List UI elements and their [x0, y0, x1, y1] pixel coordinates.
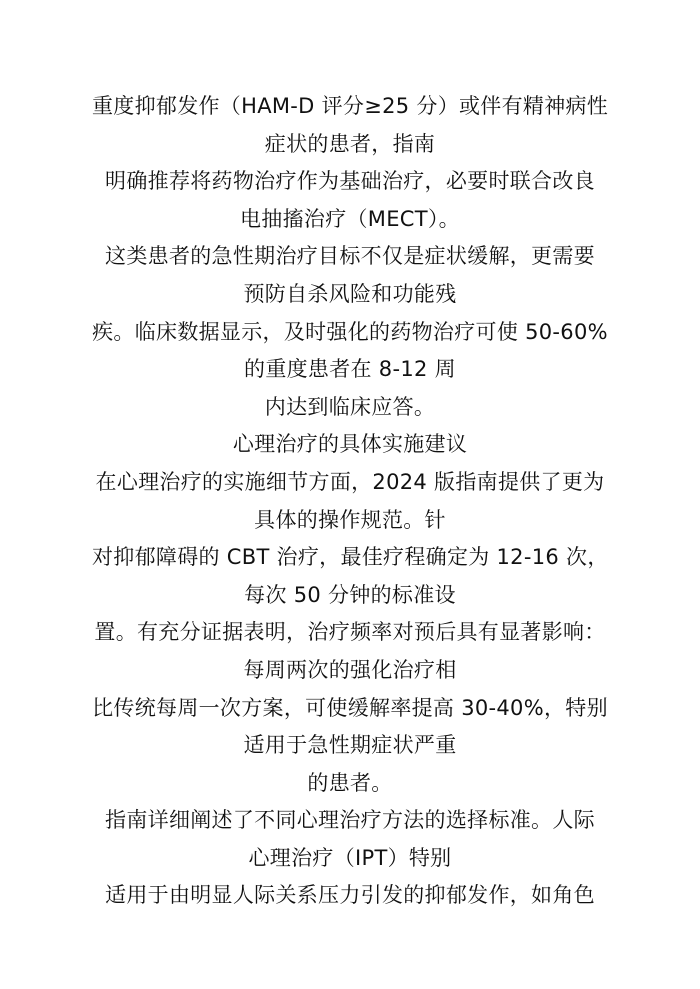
text-line: 重度抑郁发作（HAM-D 评分≥25 分）或伴有精神病性	[92, 94, 609, 118]
document-body	[92, 88, 608, 915]
text-line: 这类患者的急性期治疗目标不仅是症状缓解，更需要	[105, 244, 595, 269]
text-line: 比传统每周一次方案，可使缓解率提高 30-40%，特别	[92, 695, 608, 720]
section-heading: 心理治疗的具体实施建议	[232, 432, 468, 457]
text-line: 疾。临床数据显示，及时强化的药物治疗可使 50-60%	[92, 319, 608, 344]
text-line: 具体的操作规范。针	[254, 507, 446, 532]
text-line: 内达到临床应答。	[264, 394, 436, 419]
text-line: 在心理治疗的实施细节方面，2024 版指南提供了更为	[95, 469, 605, 494]
text-line: 预防自杀风险和功能残	[243, 281, 457, 306]
text-line: 适用于急性期症状严重	[243, 733, 457, 758]
text-line: 心理治疗（IPT）特别	[248, 845, 452, 870]
text-line: 置。有充分证据表明，治疗频率对预后具有显著影响：	[94, 620, 606, 645]
text-line: 症状的患者，指南	[264, 131, 436, 156]
text-line: 的重度患者在 8-12 周	[244, 357, 456, 382]
text-line: 每次 50 分钟的标准设	[244, 582, 456, 607]
text-line: 的患者。	[307, 770, 393, 795]
text-line: 适用于由明显人际关系压力引发的抑郁发作，如角色	[105, 883, 595, 908]
text-line: 电抽搐治疗（MECT）。	[240, 206, 460, 231]
text-line: 对抑郁障碍的 CBT 治疗，最佳疗程确定为 12-16 次，	[92, 545, 609, 570]
text-line: 指南详细阐述了不同心理治疗方法的选择标准。人际	[105, 808, 595, 833]
text-line: 每周两次的强化治疗相	[243, 657, 457, 682]
text-line: 明确推荐将药物治疗作为基础治疗，必要时联合改良	[105, 169, 595, 194]
